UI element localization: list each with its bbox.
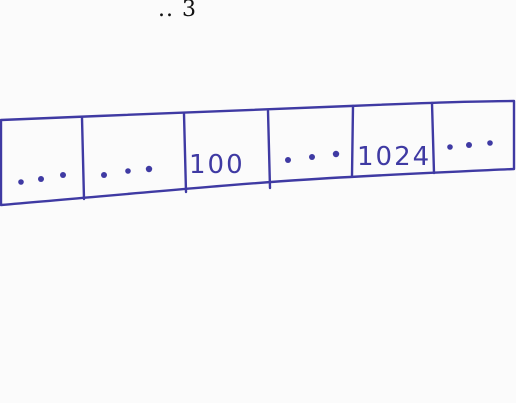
header-mark: .. 3 [158, 0, 197, 22]
array-cell-3-value: 100 [189, 150, 245, 180]
cell-divider [352, 106, 353, 176]
array-cell-1-ellipsis [18, 172, 66, 185]
array-cell-5-value: 1024 [357, 142, 432, 172]
array-outline [1, 101, 514, 205]
cell-divider [184, 114, 186, 192]
cell-divider [268, 111, 270, 188]
array-cell-4-ellipsis [285, 151, 339, 163]
array-cell-6-ellipsis [447, 140, 493, 150]
cell-divider [82, 118, 84, 199]
cell-divider [432, 103, 434, 173]
array-cell-2-ellipsis [101, 166, 152, 178]
